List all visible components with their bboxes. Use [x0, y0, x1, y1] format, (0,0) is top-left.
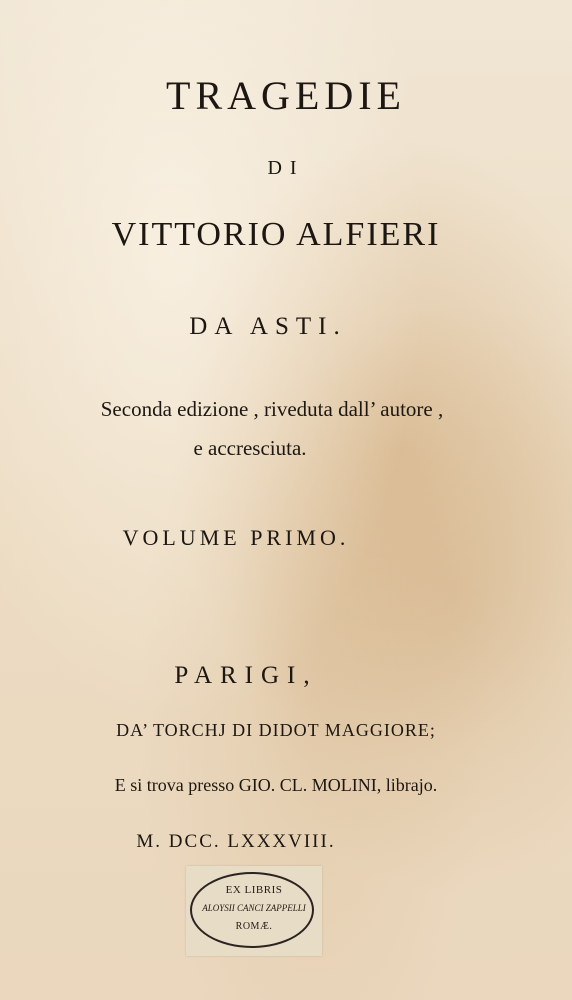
title-preposition: DI — [267, 157, 305, 179]
volume-label: VOLUME PRIMO. — [122, 525, 350, 550]
author-name: VITTORIO ALFIERI — [111, 216, 441, 253]
book-title: TRAGEDIE — [166, 73, 406, 118]
edition-line-2: e accresciuta. — [193, 436, 307, 460]
bookplate-line-2: ALOYSII CANCI ZAPPELLI — [202, 903, 306, 913]
publication-date: M. DCC. LXXXVIII. — [136, 831, 336, 852]
publication-place: PARIGI, — [174, 662, 318, 689]
bookplate-line-1: EX LIBRIS — [225, 884, 283, 896]
printer-line: DA’ TORCHJ DI DIDOT MAGGIORE; — [116, 720, 436, 740]
bookplate-label — [186, 866, 322, 956]
edition-line-1: Seconda edizione , riveduta dall’ autore , — [100, 397, 444, 421]
seller-line: E si trova presso GIO. CL. MOLINI, librajo. — [114, 775, 438, 795]
bookplate-line-3: ROMÆ. — [235, 921, 273, 932]
author-origin: DA ASTI. — [189, 313, 347, 340]
